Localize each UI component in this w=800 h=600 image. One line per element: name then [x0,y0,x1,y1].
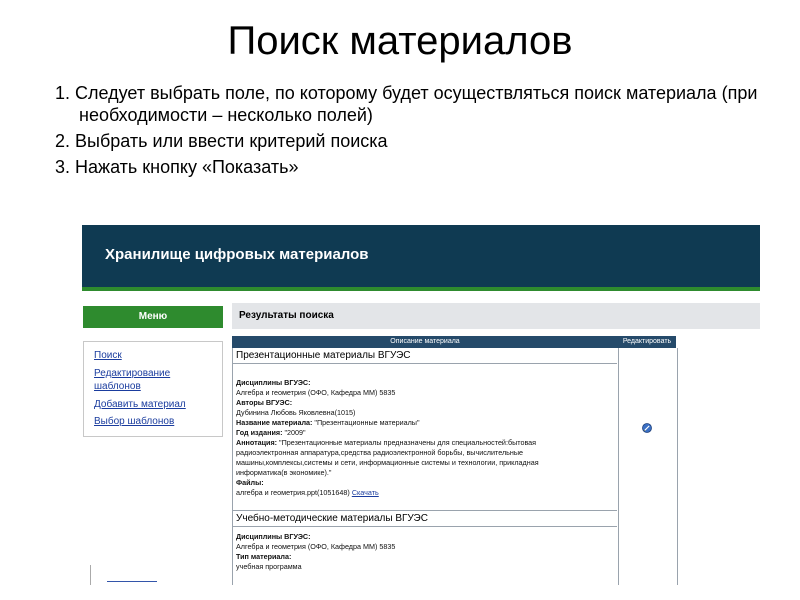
menu-item-search[interactable]: Поиск [94,350,122,361]
detail-line: Аннотация: "Презентационные материалы предназначены для специальностей:бытовая [236,438,537,447]
instruction-step: 1. Следует выбрать поле, по которому будет осуществляться поиск материала (при необходимости – несколько полей) [55,83,758,125]
menu-item-select-templates[interactable]: Выбор шаблонов [94,416,175,427]
divider [107,581,157,582]
detail-line: машины,комплексы,системы и сети, информационные системы и технологии, прикладная [236,458,539,467]
detail-line: Дисциплины ВГУЭС: [236,378,311,387]
detail-line: радиоэлектронная аппаратура,средства радиоэлектронной борьбы, вычислительные [236,448,524,457]
download-link[interactable]: Скачать [351,488,379,497]
edit-column [618,348,678,585]
record-title: Презентационные материалы ВГУЭС [233,348,617,364]
table-row [232,510,617,585]
results-title: Результаты поиска [239,310,334,321]
instruction-step: 2. Выбрать или ввести критерий поиска [55,131,388,151]
detail-line: Файлы: [236,478,264,487]
menu-item-add-material[interactable]: Добавить материал [94,399,186,410]
file-name: алгебра и геометрия.ppt(1051648) [236,488,350,497]
edit-icon[interactable] [642,423,652,433]
detail-line: Название материала: "Презентационные материалы" [236,418,420,427]
detail-line: Алгебра и геометрия (ОФО, Кафедра ММ) 5835 [236,388,396,397]
slide-title: Поиск материалов [227,19,573,63]
file-line [236,488,612,498]
detail-line: учебная программа [236,562,302,571]
header-divider [82,287,760,291]
menu-item-edit-templates[interactable]: Редактирование шаблонов [94,368,171,392]
record-details [236,378,612,498]
menu-panel [83,341,223,437]
app-title: Хранилище цифровых материалов [105,246,369,263]
detail-line: Дубинина Любовь Яковлевна(1015) [236,408,356,417]
divider [90,565,191,585]
detail-line: Год издания: "2009" [236,428,306,437]
detail-line: Авторы ВГУЭС: [236,398,293,407]
instruction-step: 3. Нажать кнопку «Показать» [55,157,299,177]
app-header [82,225,760,287]
detail-line: Алгебра и геометрия (ОФО, Кафедра ММ) 5835 [236,542,396,551]
results-header [232,303,760,329]
detail-line: Тип материала: [236,552,292,561]
app-screenshot [82,225,760,585]
record-title: Учебно-методические материалы ВГУЭС [233,511,617,527]
detail-line: Дисциплины ВГУЭС: [236,532,311,541]
column-header-edit: Редактировать [618,336,676,348]
instruction-list [55,82,775,182]
table-row [232,348,617,510]
detail-line: информатика(в экономике)." [236,468,332,477]
menu-title: Меню [83,306,223,328]
column-header-description: Описание материала [232,336,618,348]
record-details [236,532,612,572]
